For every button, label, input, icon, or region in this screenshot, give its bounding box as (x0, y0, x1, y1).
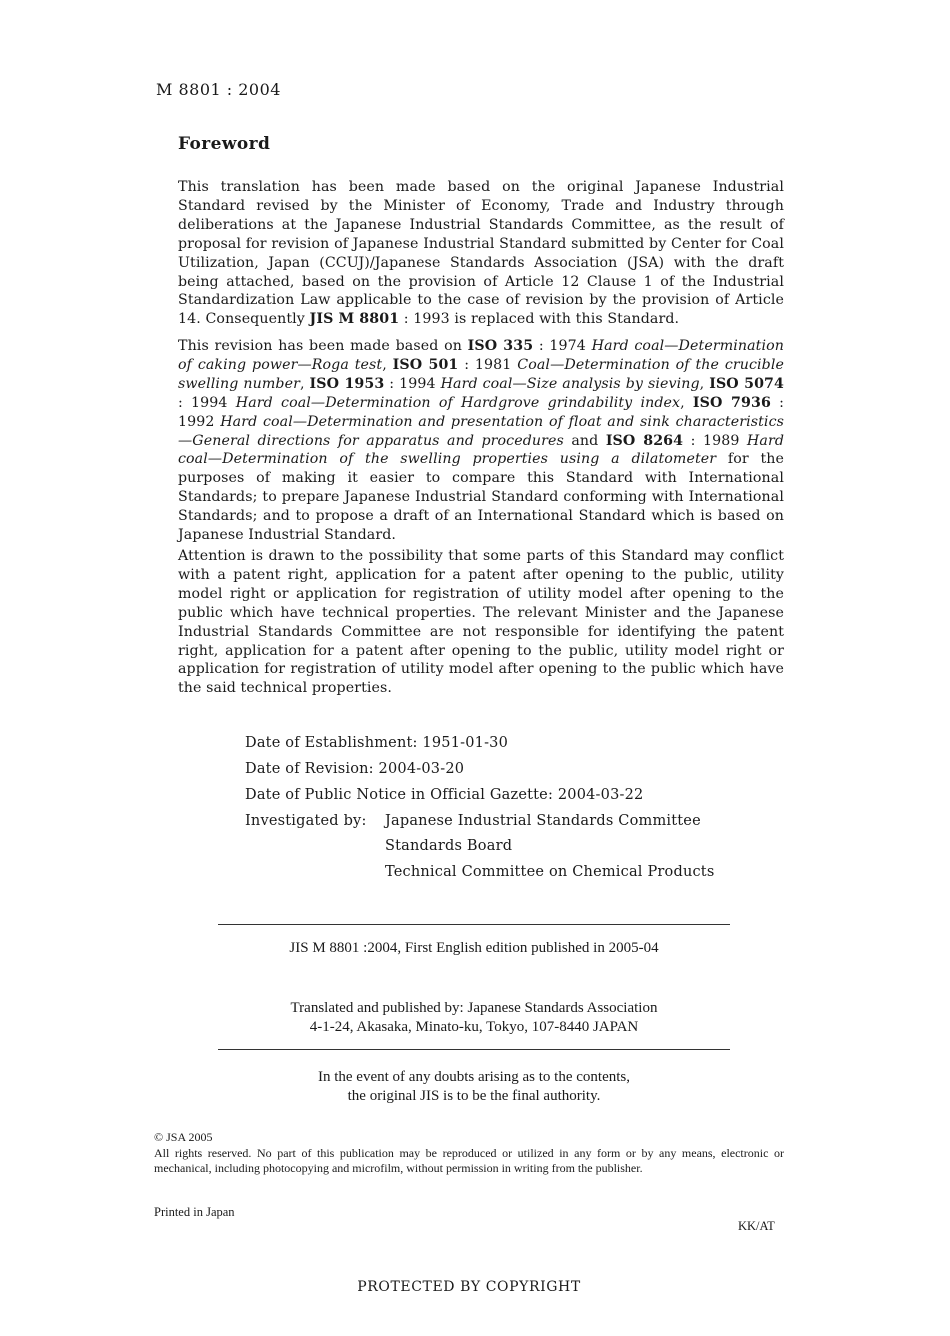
iso-501-ref: ISO 501 (392, 356, 459, 373)
iso-8264-title: Hard coal—Determination of the swelling properties using a dilatometer (178, 432, 785, 468)
iso-1953-ref: ISO 1953 (309, 375, 385, 392)
iso-501-title: Coal—Determination of the crucible swelling number (178, 356, 784, 392)
iso-335-ref: ISO 335 (467, 338, 534, 354)
iso-501-year: : 1981 (458, 356, 518, 373)
initials-label: KK/AT (738, 1219, 775, 1233)
iso-8264-year: : 1989 (683, 432, 747, 449)
authority-notice (218, 1068, 730, 1106)
edition-line: JIS M 8801 :2004, First English edition published in 2005-04 (289, 940, 659, 956)
iso-7936-ref: ISO 7936 (692, 394, 771, 411)
authority-notice-line-1: In the event of any doubts arising as to the contents, (317, 1069, 630, 1085)
protected-by-copyright-footer: PROTECTED BY COPYRIGHT (357, 1279, 581, 1295)
investigated-by-board: Standards Board (385, 838, 513, 854)
separator: , (680, 394, 693, 411)
investigated-by-committee: Japanese Industrial Standards Committee (385, 813, 701, 829)
iso-8264-ref: ISO 8264 (605, 432, 684, 449)
separator: , (699, 375, 710, 392)
p2-tail: for the purposes of making it easier to compare this Standard with International Standards; to prepare Japanese Industrial Standard conforming with International Standards; and to propose a draft of an International Standard which is based on Japanese Industrial Standard. (178, 451, 784, 544)
foreword-title: Foreword (178, 134, 271, 154)
date-of-establishment: Date of Establishment: 1951-01-30 (245, 735, 509, 751)
publisher-address: 4-1-24, Akasaka, Minato-ku, Tokyo, 107-8440 JAPAN (309, 1019, 639, 1035)
p1-text-b: : 1993 is replaced with this Standard. (399, 311, 680, 328)
copyright-notice: All rights reserved. No part of this publication may be reproduced or utilized in any form or by any means, electronic or mechanical, including photocopying and microfilm, without permission in writing from the publisher. (154, 1145, 784, 1175)
divider-top (218, 924, 730, 925)
copyright-holder: © JSA 2005 (154, 1130, 213, 1144)
authority-notice-line-2: the original JIS is to be the final authority. (347, 1088, 601, 1104)
iso-335-year: : 1974 (533, 338, 592, 354)
iso-7936-year: : 1992 (178, 394, 785, 430)
conjunction: and (563, 432, 606, 449)
iso-7936-title: Hard coal—Determination and presentation of float and sink characteristics—General directions for apparatus and procedures (178, 413, 784, 449)
printed-in-label: Printed in Japan (154, 1205, 235, 1219)
investigated-by-technical-committee: Technical Committee on Chemical Products (385, 864, 715, 880)
p2-lead: This revision has been made based on (178, 338, 468, 354)
foreword-paragraph-3: Attention is drawn to the possibility that some parts of this Standard may conflict with a patent right, application for a patent after opening to the public, utility model right or application for registration of utility model after opening to the public which have technical properties. The relevant Minister and the Japanese Industrial Standards Committee are not responsible for identifying the patent right, application for a patent after opening to the public, utility model right or application for registration of utility model after opening to the public which have the said technical properties. (178, 548, 784, 697)
iso-335-title: Hard coal—Determination of caking power—Roga test (178, 338, 785, 373)
iso-5074-year: : 1994 (178, 394, 236, 411)
iso-5074-ref: ISO 5074 (709, 375, 785, 392)
p1-standard-ref: JIS M 8801 (309, 311, 400, 328)
divider-bottom (218, 1049, 730, 1050)
iso-1953-year: : 1994 (384, 375, 441, 392)
investigated-by-label: Investigated by: (245, 813, 367, 829)
separator: , (382, 356, 393, 373)
document-code: M 8801 : 2004 (156, 80, 281, 99)
publisher-block (218, 999, 730, 1037)
copyright-block (154, 1130, 784, 1177)
foreword-paragraph-1 (178, 178, 784, 329)
p1-text-a: This translation has been made based on the original Japanese Industrial Standard revised by the Minister of Economy, Trade and Industry through deliberations at the Japanese Industrial Standards Committee, as the result of proposal for revision of Japanese Industrial Standard submitted by Center for Coal Utilization, Japan (CCUJ)/Japanese Standards Association (JSA) with the draft being attached, based on the provision of Article 12 Clause 1 of the Industrial Standardization Law applicable to the case of revision by the provision of Article 14. Consequently (178, 179, 784, 328)
date-of-revision: Date of Revision: 2004-03-20 (245, 761, 465, 777)
iso-1953-title: Hard coal—Size analysis by sieving (440, 375, 700, 392)
separator: , (299, 375, 310, 392)
foreword-paragraph-2 (178, 337, 784, 545)
iso-5074-title: Hard coal—Determination of Hardgrove grindability index (235, 394, 681, 411)
date-of-public-notice: Date of Public Notice in Official Gazette: 2004-03-22 (245, 787, 644, 803)
publisher-line-1: Translated and published by: Japanese Standards Association (290, 1000, 658, 1016)
